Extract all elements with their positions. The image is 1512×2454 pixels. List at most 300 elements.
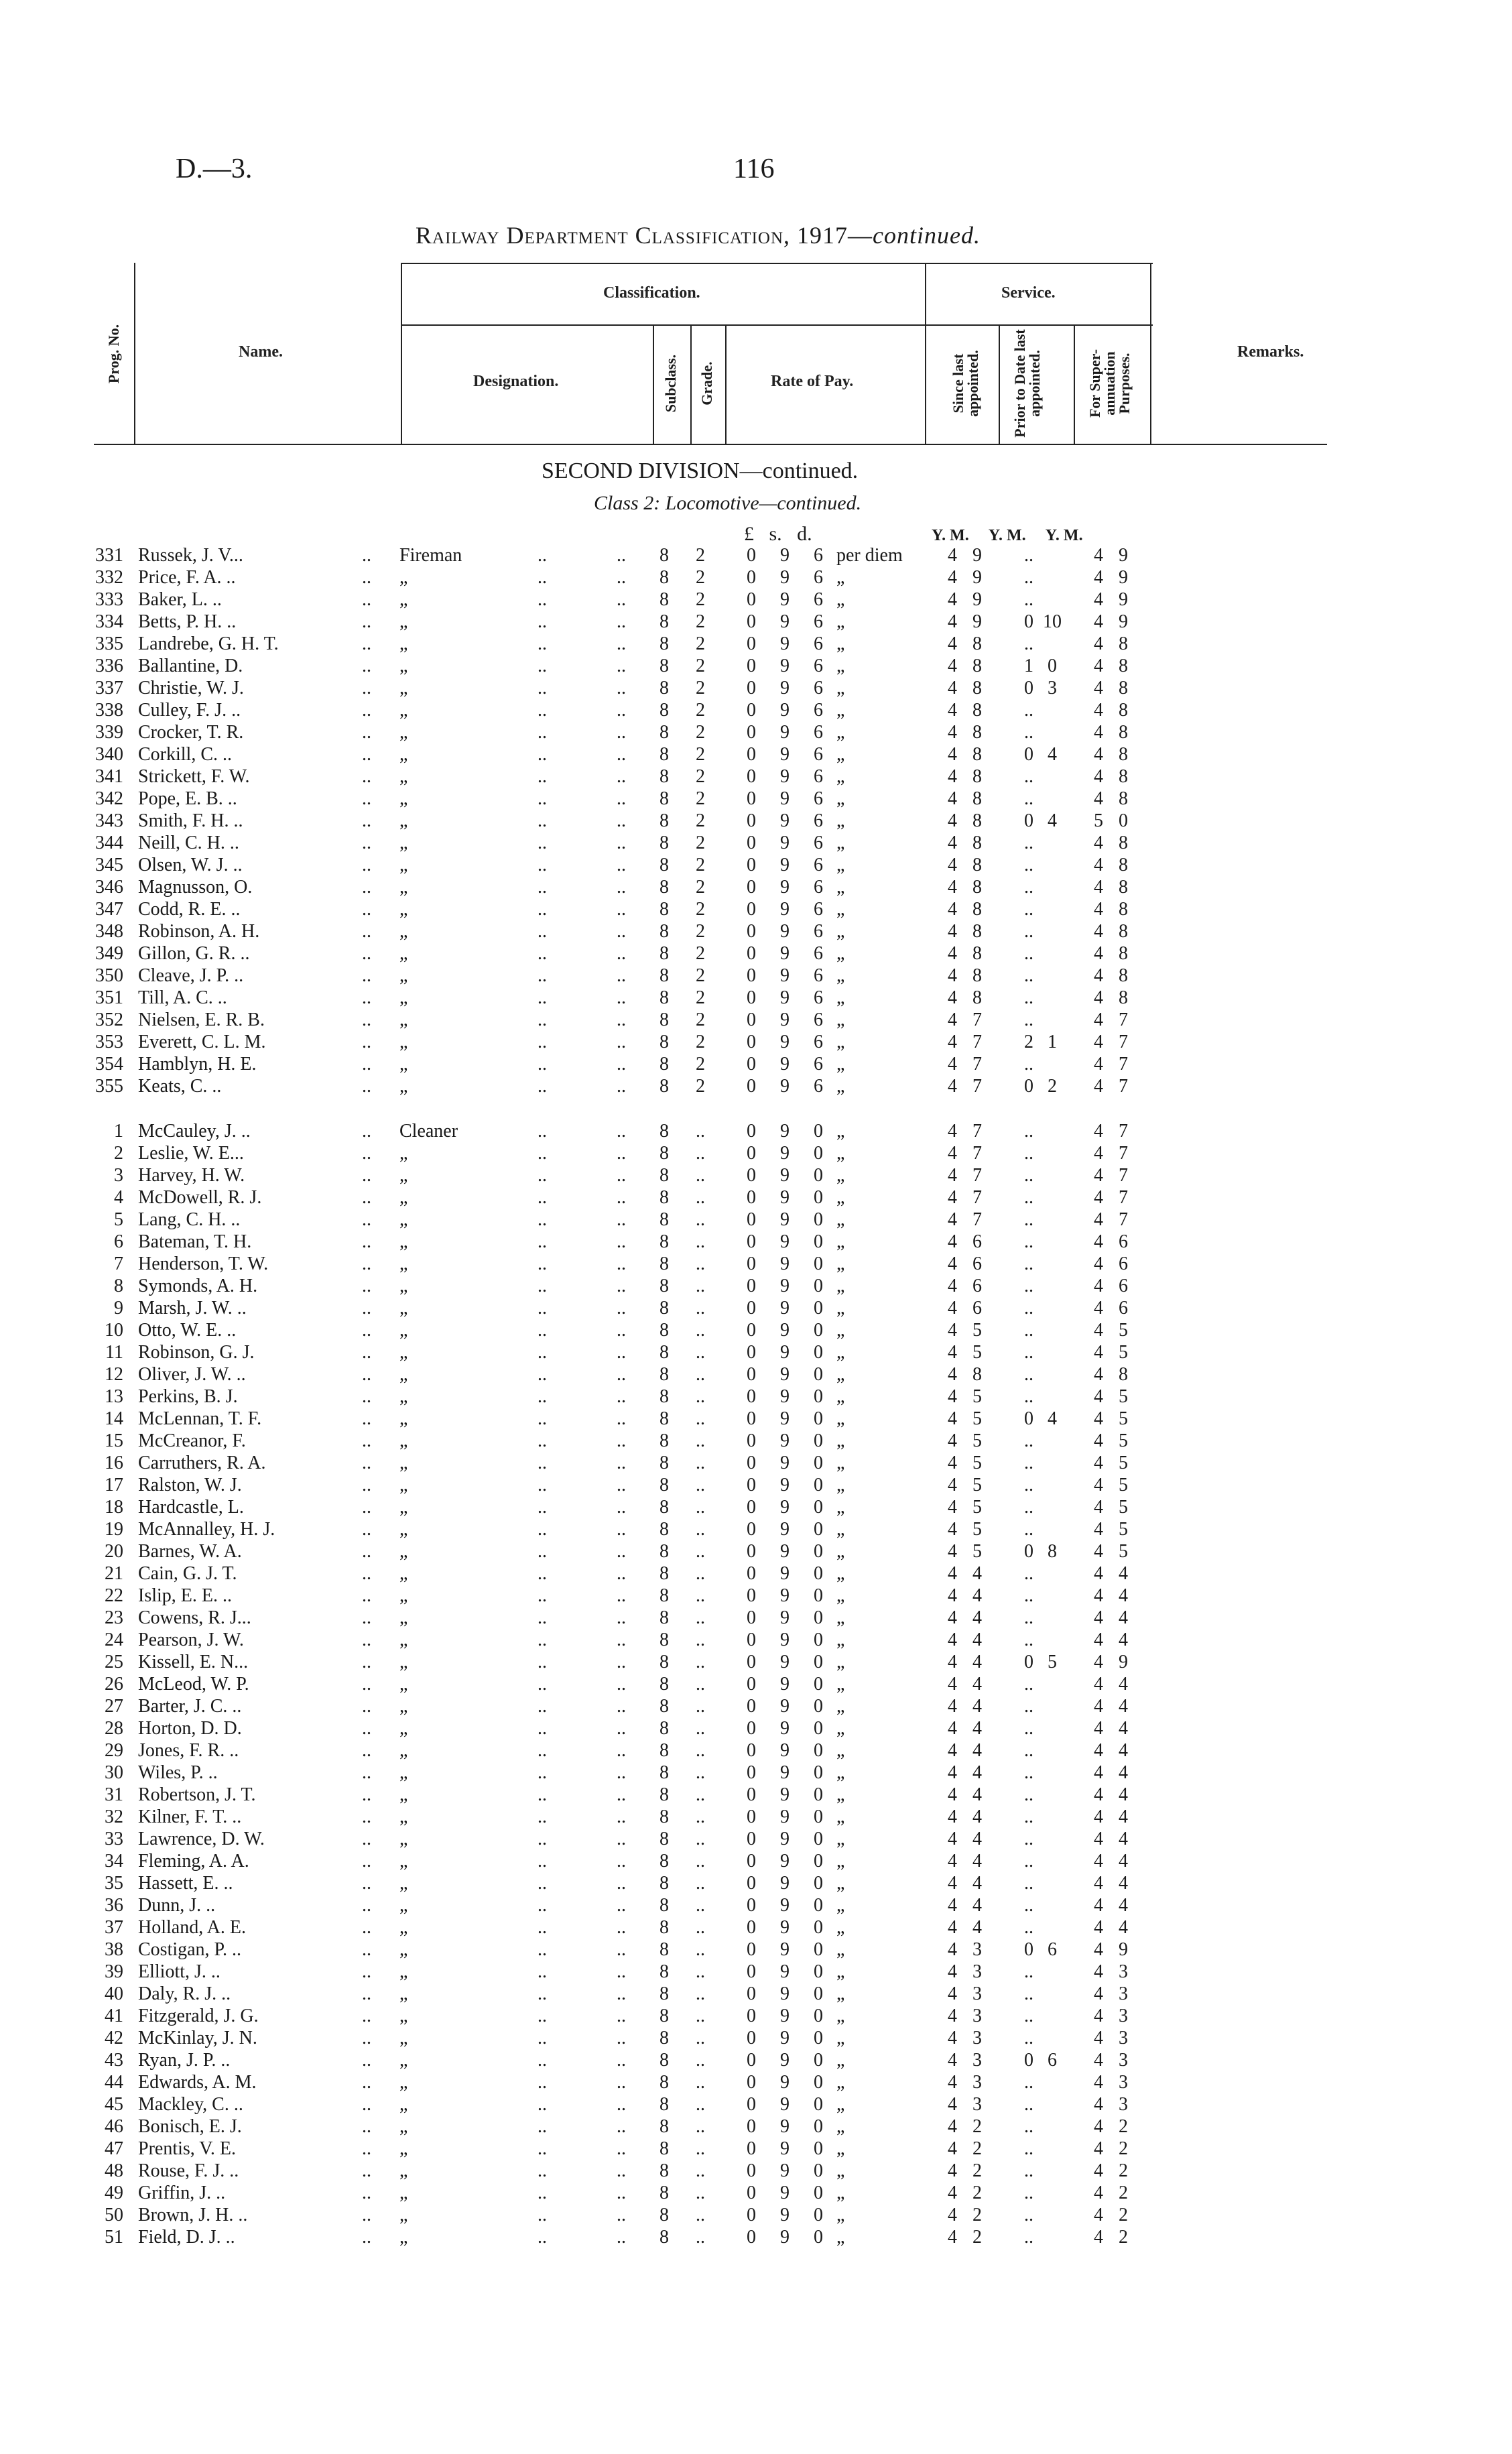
employee-name: Fleming, A. A.	[138, 1851, 249, 1872]
pay-period: „	[836, 1497, 845, 1518]
table-row	[0, 1275, 1206, 1297]
super-months: 7	[1119, 1187, 1128, 1208]
since-months: 4	[972, 1563, 982, 1584]
pay-period: „	[836, 1740, 845, 1761]
since-years: 4	[948, 833, 957, 853]
employee-name: Wiles, P. ..	[138, 1762, 218, 1783]
since-months: 7	[972, 1032, 982, 1052]
super-months: 7	[1119, 1165, 1128, 1186]
leader-dots: ..	[538, 545, 547, 566]
prog-number: 339	[95, 722, 123, 743]
subclass: 8	[659, 1408, 669, 1429]
subclass: 8	[659, 2138, 669, 2159]
designation: „	[399, 1740, 408, 1761]
super-years: 4	[1094, 1674, 1103, 1695]
employee-name: Barnes, W. A.	[138, 1541, 242, 1562]
pay-pounds: 0	[747, 656, 756, 676]
employee-name: Till, A. C. ..	[138, 987, 227, 1008]
subclass: 8	[659, 656, 669, 676]
pay-pounds: 0	[747, 545, 756, 566]
leader-dots: ..	[617, 1939, 626, 1960]
pay-shillings: 9	[780, 1630, 790, 1650]
super-months: 7	[1119, 1054, 1128, 1075]
leader-dots: ..	[538, 987, 547, 1008]
leader-dots: ..	[617, 987, 626, 1008]
pay-shillings: 9	[780, 2138, 790, 2159]
since-years: 4	[948, 1032, 957, 1052]
col-divider	[725, 324, 727, 444]
pay-pence: 0	[814, 1829, 823, 1849]
table-row	[0, 1142, 1206, 1164]
section-title: SECOND DIVISION—continued.	[542, 458, 859, 483]
table-row	[0, 1075, 1206, 1097]
header-since-last: Since last appointed.	[950, 350, 981, 417]
super-months: 5	[1119, 1497, 1128, 1518]
since-months: 2	[972, 2138, 982, 2159]
leader-dots: ..	[538, 788, 547, 809]
prog-number: 14	[105, 1408, 123, 1429]
employee-name: Oliver, J. W. ..	[138, 1364, 246, 1385]
employee-name: McAnnalley, H. J.	[138, 1519, 275, 1540]
table-row	[0, 699, 1206, 721]
since-years: 4	[948, 567, 957, 588]
prior-years: ..	[1024, 1563, 1033, 1584]
grade: ..	[696, 1231, 705, 1252]
header-designation: Designation.	[473, 373, 559, 390]
table-row	[0, 2005, 1206, 2027]
grade: 2	[696, 810, 705, 831]
since-years: 4	[948, 1231, 957, 1252]
since-years: 4	[948, 1276, 957, 1296]
since-months: 7	[972, 1187, 982, 1208]
leader-dots: ..	[362, 2006, 371, 2026]
grade: ..	[696, 1696, 705, 1717]
pay-shillings: 9	[780, 2160, 790, 2181]
leader-dots: ..	[362, 1696, 371, 1717]
since-months: 4	[972, 1895, 982, 1916]
since-months: 4	[972, 1585, 982, 1606]
page-number: 116	[733, 154, 775, 184]
since-months: 7	[972, 1165, 982, 1186]
leader-dots: ..	[538, 1983, 547, 2004]
pay-shillings: 9	[780, 1784, 790, 1805]
pay-period: „	[836, 700, 845, 721]
pay-period: „	[836, 2028, 845, 2048]
pay-shillings: 9	[780, 833, 790, 853]
leader-dots: ..	[362, 1453, 371, 1473]
pay-pence: 0	[814, 1762, 823, 1783]
super-months: 8	[1119, 633, 1128, 654]
leader-dots: ..	[617, 1917, 626, 1938]
leader-dots: ..	[538, 700, 547, 721]
leader-dots: ..	[617, 833, 626, 853]
pay-period: „	[836, 1209, 845, 1230]
col-divider	[134, 263, 135, 444]
prior-years: ..	[1024, 833, 1033, 853]
pay-shillings: 9	[780, 611, 790, 632]
leader-dots: ..	[538, 1054, 547, 1075]
leader-dots: ..	[362, 1917, 371, 1938]
pay-shillings: 9	[780, 1497, 790, 1518]
prior-years: ..	[1024, 1806, 1033, 1827]
prior-years: 0	[1024, 1652, 1033, 1672]
super-years: 4	[1094, 1497, 1103, 1518]
table-row	[0, 611, 1206, 633]
pay-pence: 0	[814, 1939, 823, 1960]
prior-years: ..	[1024, 1231, 1033, 1252]
pay-pounds: 0	[747, 2183, 756, 2203]
super-years: 4	[1094, 766, 1103, 787]
super-years: 4	[1094, 1983, 1103, 2004]
designation: „	[399, 1630, 408, 1650]
pay-pounds: 0	[747, 722, 756, 743]
leader-dots: ..	[362, 921, 371, 942]
subclass: 8	[659, 1430, 669, 1451]
rule-mid	[402, 324, 1153, 326]
leader-dots: ..	[362, 2094, 371, 2115]
prior-years: 1	[1024, 656, 1033, 676]
employee-name: Lawrence, D. W.	[138, 1829, 265, 1849]
leader-dots: ..	[538, 943, 547, 964]
leader-dots: ..	[362, 1143, 371, 1164]
subclass: 8	[659, 1607, 669, 1628]
prior-months: 4	[1048, 744, 1057, 765]
prog-number: 1	[114, 1121, 123, 1142]
col-divider	[653, 324, 654, 444]
employee-name: Kilner, F. T. ..	[138, 1806, 242, 1827]
subclass: 8	[659, 2050, 669, 2071]
leader-dots: ..	[617, 2028, 626, 2048]
pay-shillings: 9	[780, 1009, 790, 1030]
leader-dots: ..	[538, 1961, 547, 1982]
leader-dots: ..	[362, 1806, 371, 1827]
employee-name: Jones, F. R. ..	[138, 1740, 239, 1761]
leader-dots: ..	[362, 1630, 371, 1650]
leader-dots: ..	[362, 1253, 371, 1274]
leader-dots: ..	[617, 943, 626, 964]
since-years: 4	[948, 656, 957, 676]
grade: ..	[696, 2138, 705, 2159]
prior-months: 5	[1048, 1652, 1057, 1672]
super-months: 9	[1119, 1652, 1128, 1672]
since-months: 2	[972, 2205, 982, 2225]
table-row	[0, 1209, 1206, 1231]
pay-pounds: 0	[747, 1121, 756, 1142]
since-months: 4	[972, 1718, 982, 1739]
leader-dots: ..	[362, 1585, 371, 1606]
grade: ..	[696, 1895, 705, 1916]
since-years: 4	[948, 810, 957, 831]
prog-number: 338	[95, 700, 123, 721]
prior-years: ..	[1024, 1121, 1033, 1142]
pay-period: „	[836, 1408, 845, 1429]
col-divider	[690, 324, 692, 444]
grade: 2	[696, 855, 705, 875]
subclass: 8	[659, 766, 669, 787]
table-row	[0, 1828, 1206, 1850]
pay-period: „	[836, 1696, 845, 1717]
super-years: 4	[1094, 611, 1103, 632]
pay-pence: 6	[814, 744, 823, 765]
super-months: 7	[1119, 1121, 1128, 1142]
col-divider	[925, 263, 926, 444]
since-years: 4	[948, 2205, 957, 2225]
leader-dots: ..	[617, 1784, 626, 1805]
super-months: 5	[1119, 1519, 1128, 1540]
prog-number: 24	[105, 1630, 123, 1650]
pay-pence: 0	[814, 2138, 823, 2159]
super-years: 4	[1094, 1696, 1103, 1717]
rule-top	[402, 263, 1153, 264]
super-years: 4	[1094, 2050, 1103, 2071]
super-years: 4	[1094, 921, 1103, 942]
pay-period: „	[836, 833, 845, 853]
since-months: 2	[972, 2116, 982, 2137]
pay-pence: 0	[814, 1187, 823, 1208]
pay-shillings: 9	[780, 589, 790, 610]
super-years: 4	[1094, 589, 1103, 610]
since-months: 2	[972, 2160, 982, 2181]
pay-pence: 0	[814, 1983, 823, 2004]
pay-pounds: 0	[747, 1939, 756, 1960]
header-subclass: Subclass.	[662, 354, 679, 413]
since-years: 4	[948, 2072, 957, 2093]
leader-dots: ..	[362, 611, 371, 632]
pay-period: „	[836, 1076, 845, 1097]
col-divider	[1074, 324, 1075, 444]
table-row	[0, 2049, 1206, 2071]
pay-period: „	[836, 2050, 845, 2071]
super-months: 4	[1119, 1674, 1128, 1695]
employee-name: Hardcastle, L.	[138, 1497, 244, 1518]
since-years: 4	[948, 855, 957, 875]
designation: „	[399, 987, 408, 1008]
pay-pence: 6	[814, 700, 823, 721]
prog-number: 26	[105, 1674, 123, 1695]
pay-pence: 0	[814, 1231, 823, 1252]
employee-name: Culley, F. J. ..	[138, 700, 241, 721]
pay-pence: 6	[814, 678, 823, 698]
pay-period: „	[836, 2205, 845, 2225]
leader-dots: ..	[362, 1320, 371, 1341]
prior-months: 2	[1048, 1076, 1057, 1097]
super-years: 4	[1094, 855, 1103, 875]
pay-pounds: 0	[747, 1961, 756, 1982]
subclass: 8	[659, 1762, 669, 1783]
designation: „	[399, 1961, 408, 1982]
pay-pence: 6	[814, 788, 823, 809]
pay-period: „	[836, 1298, 845, 1318]
subclass: 8	[659, 1032, 669, 1052]
pay-shillings: 9	[780, 1607, 790, 1628]
leader-dots: ..	[362, 2205, 371, 2225]
pay-period: „	[836, 788, 845, 809]
pay-pence: 6	[814, 899, 823, 920]
prog-number: 19	[105, 1519, 123, 1540]
designation: „	[399, 1253, 408, 1274]
prog-number: 5	[114, 1209, 123, 1230]
pay-pence: 0	[814, 1674, 823, 1695]
pay-shillings: 9	[780, 1762, 790, 1783]
pay-pounds: 0	[747, 1342, 756, 1363]
subclass: 8	[659, 1187, 669, 1208]
super-months: 4	[1119, 1585, 1128, 1606]
pay-shillings: 9	[780, 1674, 790, 1695]
leader-dots: ..	[538, 1652, 547, 1672]
subclass: 8	[659, 2028, 669, 2048]
subclass: 8	[659, 1342, 669, 1363]
grade: ..	[696, 1851, 705, 1872]
leader-dots: ..	[617, 2138, 626, 2159]
super-years: 4	[1094, 2138, 1103, 2159]
pay-pence: 0	[814, 1209, 823, 1230]
pay-pounds: 0	[747, 1364, 756, 1385]
designation: „	[399, 700, 408, 721]
pay-period: „	[836, 987, 845, 1008]
pay-period: „	[836, 877, 845, 898]
since-years: 4	[948, 2006, 957, 2026]
grade: ..	[696, 2227, 705, 2248]
leader-dots: ..	[538, 1165, 547, 1186]
since-years: 4	[948, 678, 957, 698]
since-years: 4	[948, 1851, 957, 1872]
grade: ..	[696, 1165, 705, 1186]
table-row	[0, 854, 1206, 876]
pay-period: „	[836, 1806, 845, 1827]
since-months: 9	[972, 545, 982, 566]
prior-months: 10	[1043, 611, 1062, 632]
prior-years: 0	[1024, 611, 1033, 632]
subclass: 8	[659, 1784, 669, 1805]
pay-pounds: 0	[747, 589, 756, 610]
since-years: 4	[948, 1939, 957, 1960]
leader-dots: ..	[362, 1851, 371, 1872]
pay-shillings: 9	[780, 1320, 790, 1341]
leader-dots: ..	[362, 1231, 371, 1252]
designation: „	[399, 1652, 408, 1672]
subclass: 8	[659, 855, 669, 875]
super-months: 8	[1119, 700, 1128, 721]
pay-shillings: 9	[780, 1718, 790, 1739]
leader-dots: ..	[538, 1851, 547, 1872]
pay-shillings: 9	[780, 965, 790, 986]
designation: „	[399, 1032, 408, 1052]
header-prior-to: Prior to Date last appointed.	[1011, 329, 1043, 438]
header-prog-no: Prog. No.	[105, 324, 122, 384]
leader-dots: ..	[617, 1895, 626, 1916]
leader-dots: ..	[362, 1386, 371, 1407]
pay-pence: 0	[814, 1917, 823, 1938]
table-row	[0, 1894, 1206, 1916]
leader-dots: ..	[362, 1895, 371, 1916]
employee-name: Crocker, T. R.	[138, 722, 244, 743]
header-remarks: Remarks.	[1237, 343, 1304, 361]
super-months: 4	[1119, 1563, 1128, 1584]
grade: ..	[696, 1917, 705, 1938]
super-months: 6	[1119, 1298, 1128, 1318]
leader-dots: ..	[538, 1718, 547, 1739]
super-years: 4	[1094, 943, 1103, 964]
designation: „	[399, 921, 408, 942]
since-months: 4	[972, 1762, 982, 1783]
pay-pounds: 0	[747, 1320, 756, 1341]
subclass: 8	[659, 1718, 669, 1739]
pay-period: „	[836, 2227, 845, 2248]
pay-shillings: 9	[780, 1740, 790, 1761]
pay-pounds: 0	[747, 2094, 756, 2115]
super-months: 4	[1119, 1630, 1128, 1650]
super-months: 6	[1119, 1253, 1128, 1274]
designation: „	[399, 1873, 408, 1894]
designation: „	[399, 2183, 408, 2203]
prior-years: ..	[1024, 1740, 1033, 1761]
since-months: 8	[972, 678, 982, 698]
super-years: 4	[1094, 678, 1103, 698]
pay-pence: 6	[814, 833, 823, 853]
subclass: 8	[659, 1209, 669, 1230]
designation: „	[399, 1342, 408, 1363]
table-row	[0, 1784, 1206, 1806]
employee-name: Brown, J. H. ..	[138, 2205, 248, 2225]
pay-pounds: 0	[747, 2050, 756, 2071]
prior-years: ..	[1024, 766, 1033, 787]
leader-dots: ..	[362, 656, 371, 676]
designation: „	[399, 2006, 408, 2026]
pay-shillings: 9	[780, 2205, 790, 2225]
header-grade: Grade.	[698, 361, 715, 406]
employee-name: Henderson, T. W.	[138, 1253, 269, 1274]
since-months: 3	[972, 2028, 982, 2048]
pay-period: „	[836, 1430, 845, 1451]
leader-dots: ..	[538, 1762, 547, 1783]
pay-shillings: 9	[780, 1231, 790, 1252]
leader-dots: ..	[538, 1298, 547, 1318]
prior-years: ..	[1024, 545, 1033, 566]
leader-dots: ..	[617, 1718, 626, 1739]
super-months: 2	[1119, 2183, 1128, 2203]
table-row	[0, 1695, 1206, 1717]
table-row	[0, 876, 1206, 898]
grade: ..	[696, 1652, 705, 1672]
table-row	[0, 633, 1206, 655]
pay-pence: 6	[814, 1076, 823, 1097]
prior-years: 0	[1024, 678, 1033, 698]
since-months: 5	[972, 1320, 982, 1341]
super-months: 8	[1119, 855, 1128, 875]
money-units: £ s. d.	[744, 523, 812, 545]
pay-shillings: 9	[780, 943, 790, 964]
employee-name: Elliott, J. ..	[138, 1961, 220, 1982]
table-row	[0, 1430, 1206, 1452]
table-row	[0, 2160, 1206, 2182]
pay-pence: 0	[814, 1519, 823, 1540]
prog-number: 27	[105, 1696, 123, 1717]
pay-pence: 0	[814, 1408, 823, 1429]
subclass: 8	[659, 744, 669, 765]
pay-period: „	[836, 1009, 845, 1030]
pay-period: „	[836, 1983, 845, 2004]
leader-dots: ..	[538, 678, 547, 698]
pay-pence: 0	[814, 1895, 823, 1916]
leader-dots: ..	[362, 1187, 371, 1208]
grade: ..	[696, 2205, 705, 2225]
super-months: 3	[1119, 2050, 1128, 2071]
since-months: 3	[972, 2094, 982, 2115]
table-row	[0, 1961, 1206, 1983]
pay-period: „	[836, 1674, 845, 1695]
pay-pounds: 0	[747, 877, 756, 898]
super-months: 7	[1119, 1076, 1128, 1097]
